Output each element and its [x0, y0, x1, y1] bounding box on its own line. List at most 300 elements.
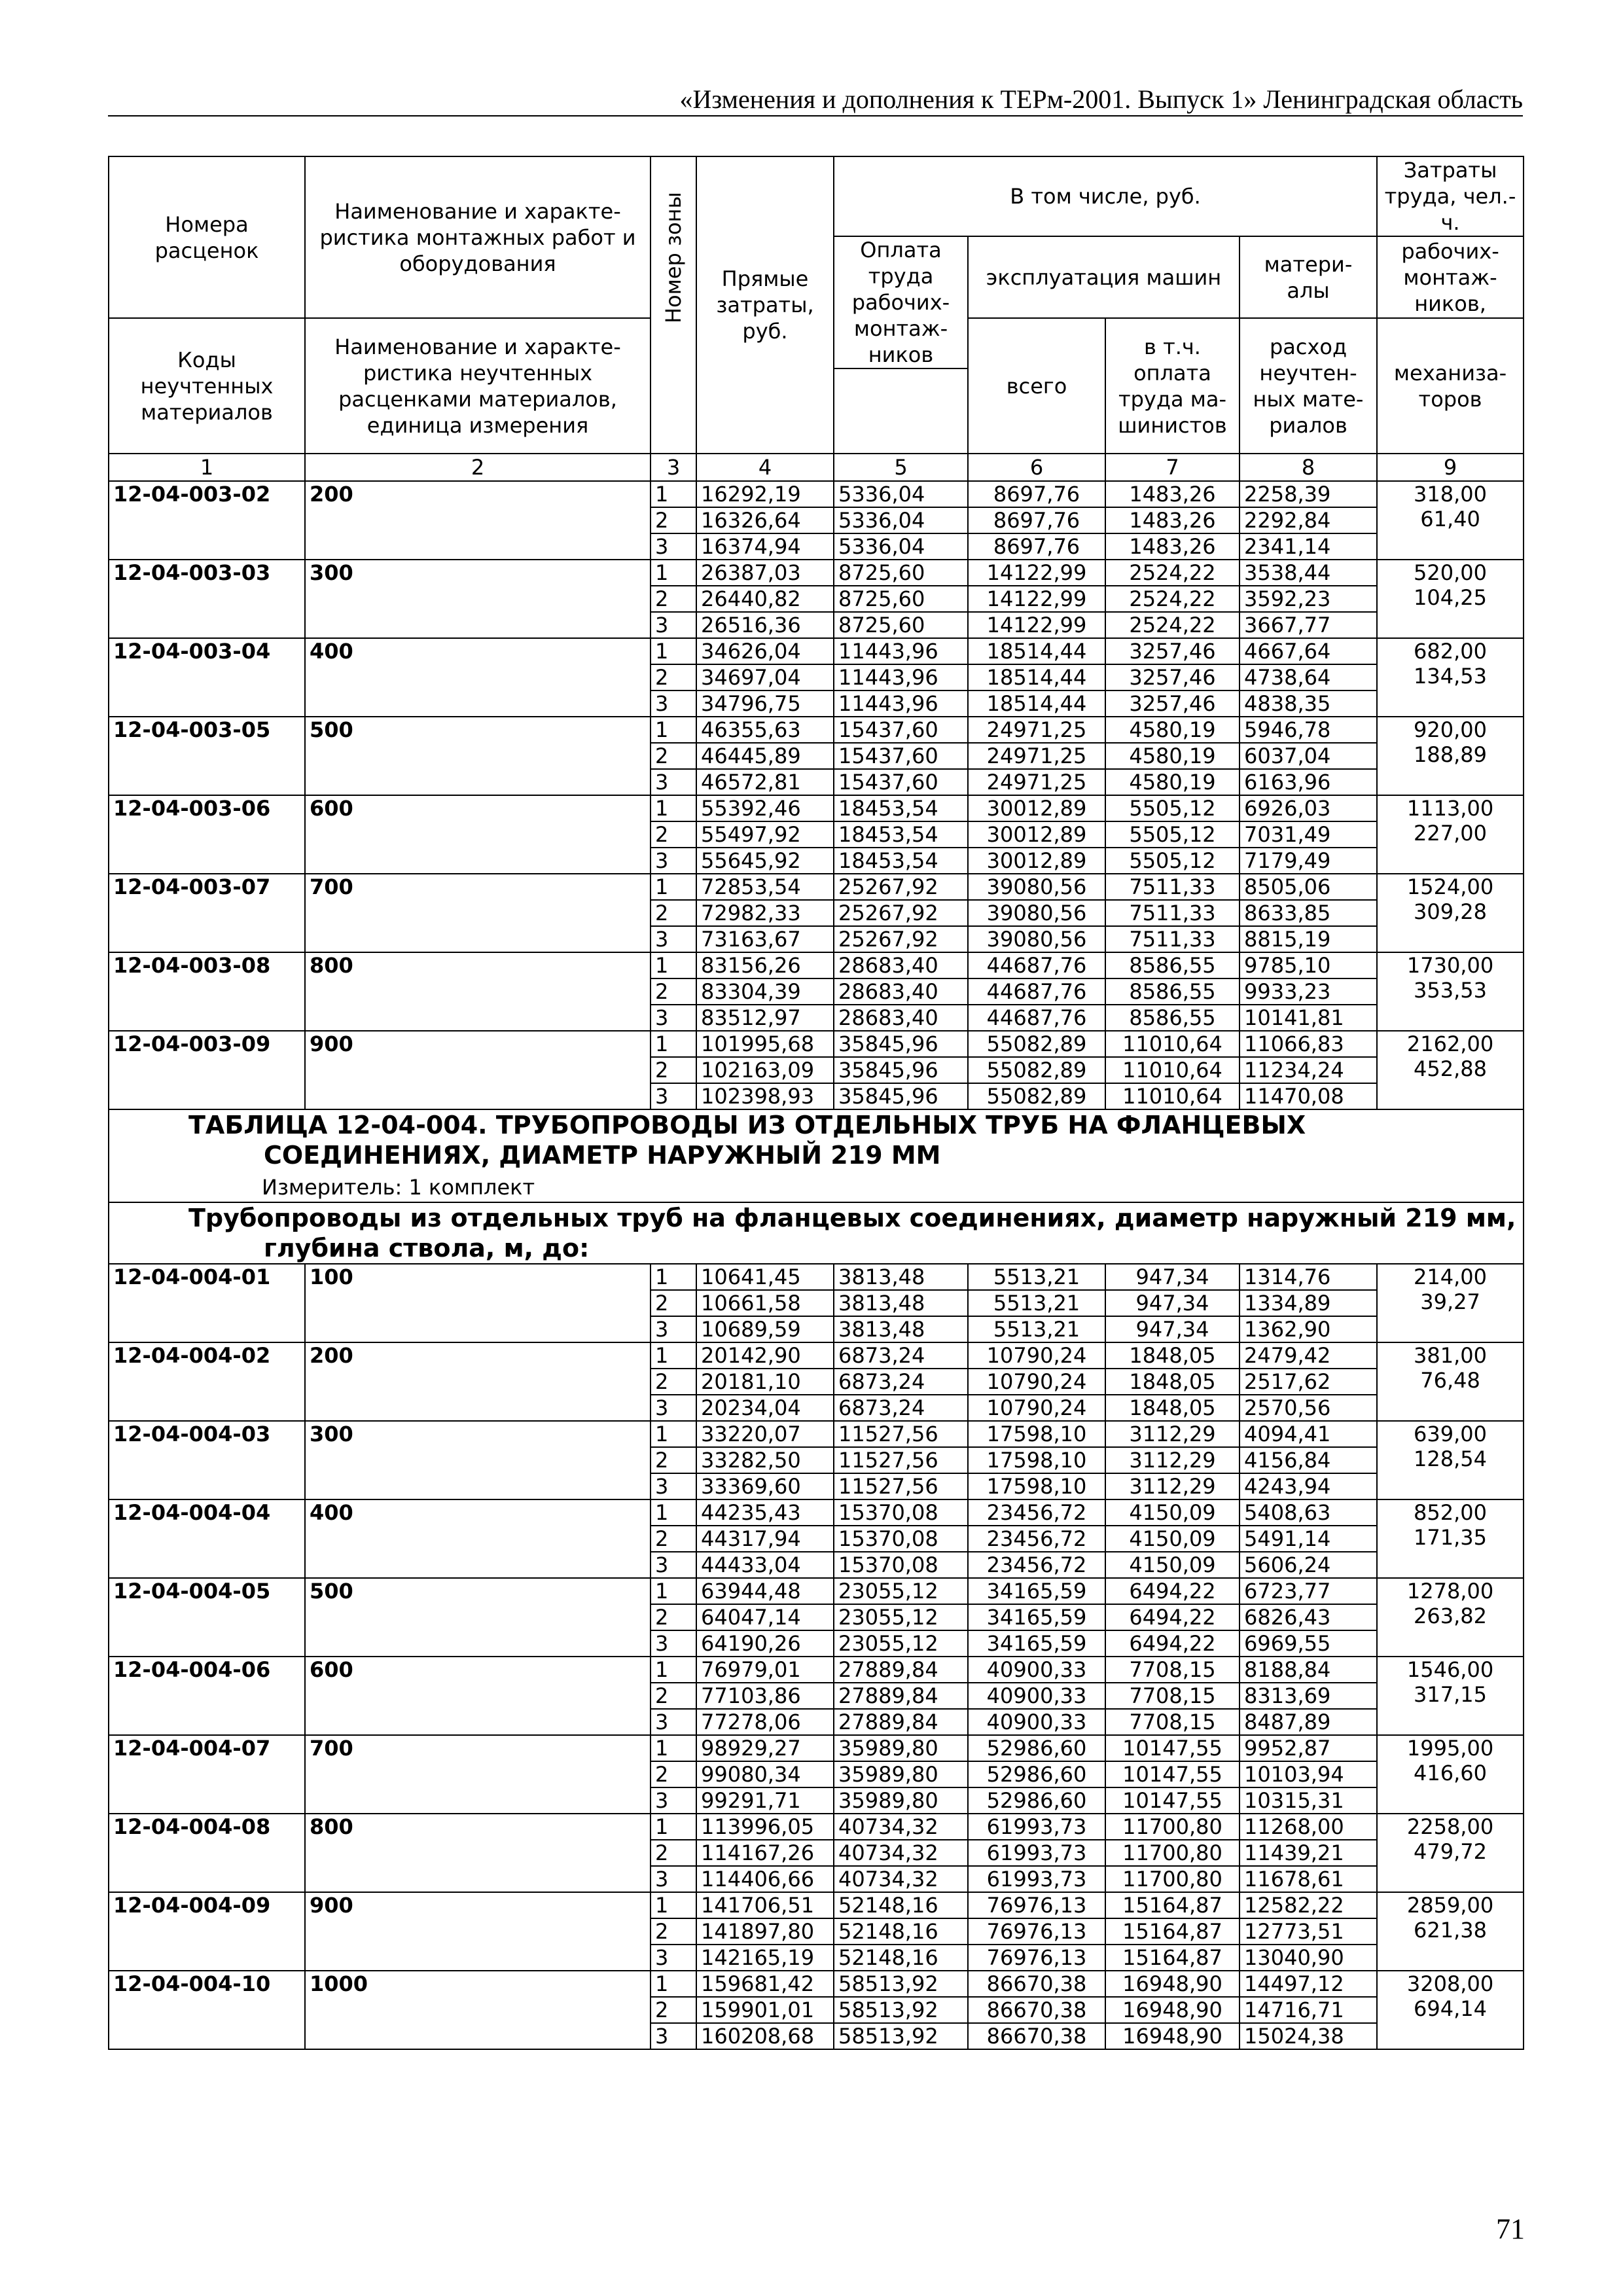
zone-cell: 1	[651, 638, 696, 664]
rate-code: 12-04-004-09	[109, 1892, 305, 1971]
labor-mechanics-value: 39,27	[1420, 1289, 1480, 1314]
machines-cell: 61993,73	[968, 1814, 1105, 1840]
labor-workers-value: 2859,00	[1406, 1893, 1494, 1918]
direct-costs-cell: 141897,80	[696, 1918, 834, 1945]
materials-cell: 3667,77	[1240, 612, 1377, 638]
machinists-pay-cell: 3112,29	[1105, 1473, 1240, 1499]
machines-cell: 23456,72	[968, 1552, 1105, 1578]
labor-pay-cell: 15437,60	[834, 769, 968, 795]
machinists-pay-cell: 3112,29	[1105, 1421, 1240, 1447]
rate-code: 12-04-003-06	[109, 795, 305, 874]
machinists-pay-cell: 1848,05	[1105, 1342, 1240, 1369]
direct-costs-cell: 44433,04	[696, 1552, 834, 1578]
col-mechanics: механиза-торов	[1377, 318, 1524, 454]
materials-cell: 2292,84	[1240, 507, 1377, 533]
rates-table	[108, 156, 1524, 2050]
zone-cell: 3	[651, 1083, 696, 1109]
direct-costs-cell: 34626,04	[696, 638, 834, 664]
labor-pay-cell: 11443,96	[834, 664, 968, 691]
labor-costs-cell	[1377, 874, 1524, 952]
labor-costs-cell	[1377, 560, 1524, 638]
labor-costs-cell	[1377, 1892, 1524, 1971]
zone-cell: 2	[651, 1057, 696, 1083]
machinists-pay-cell: 3257,46	[1105, 638, 1240, 664]
direct-costs-cell: 55645,92	[696, 848, 834, 874]
zone-cell: 2	[651, 1369, 696, 1395]
direct-costs-cell: 33282,50	[696, 1447, 834, 1473]
direct-costs-cell: 83156,26	[696, 952, 834, 978]
labor-pay-cell: 35845,96	[834, 1031, 968, 1057]
table-row	[109, 1031, 1524, 1057]
materials-cell: 7031,49	[1240, 821, 1377, 848]
zone-cell: 3	[651, 1473, 696, 1499]
zone-cell: 1	[651, 1657, 696, 1683]
table-row	[109, 1578, 1524, 1604]
zone-cell: 3	[651, 926, 696, 952]
labor-workers-value: 1730,00	[1406, 953, 1494, 978]
labor-pay-cell: 8725,60	[834, 586, 968, 612]
machines-cell: 44687,76	[968, 978, 1105, 1005]
machines-cell: 24971,25	[968, 717, 1105, 743]
machines-cell: 23456,72	[968, 1526, 1105, 1552]
labor-pay-cell: 11443,96	[834, 691, 968, 717]
direct-costs-cell: 16374,94	[696, 533, 834, 560]
labor-pay-cell: 25267,92	[834, 874, 968, 900]
machinists-pay-cell: 8586,55	[1105, 1005, 1240, 1031]
materials-cell: 6723,77	[1240, 1578, 1377, 1604]
zone-cell: 2	[651, 1604, 696, 1630]
labor-mechanics-value: 171,35	[1414, 1525, 1488, 1550]
labor-pay-cell: 11443,96	[834, 638, 968, 664]
labor-costs-cell	[1377, 952, 1524, 1031]
machines-cell: 5513,21	[968, 1316, 1105, 1342]
direct-costs-cell: 98929,27	[696, 1735, 834, 1761]
labor-workers-value: 852,00	[1414, 1500, 1488, 1525]
labor-pay-cell: 18453,54	[834, 848, 968, 874]
direct-costs-cell: 73163,67	[696, 926, 834, 952]
table-title-line-2: СОЕДИНЕНИЯХ, ДИАМЕТР НАРУЖНЫЙ 219 ММ	[264, 1141, 941, 1170]
machines-cell: 34165,59	[968, 1604, 1105, 1630]
materials-cell: 9952,87	[1240, 1735, 1377, 1761]
labor-pay-cell: 40734,32	[834, 1814, 968, 1840]
machines-cell: 18514,44	[968, 664, 1105, 691]
labor-pay-cell: 35845,96	[834, 1057, 968, 1083]
labor-workers-value: 214,00	[1414, 1265, 1488, 1289]
machines-cell: 55082,89	[968, 1057, 1105, 1083]
col-machines: эксплуатация машин	[968, 236, 1240, 318]
labor-pay-cell: 11527,56	[834, 1447, 968, 1473]
rate-code: 12-04-004-05	[109, 1578, 305, 1657]
labor-pay-cell: 15370,08	[834, 1499, 968, 1526]
rate-parameter: 900	[305, 1031, 651, 1109]
direct-costs-cell: 16292,19	[696, 481, 834, 507]
direct-costs-cell: 72982,33	[696, 900, 834, 926]
materials-cell: 5491,14	[1240, 1526, 1377, 1552]
labor-pay-cell: 5336,04	[834, 481, 968, 507]
labor-pay-cell: 40734,32	[834, 1866, 968, 1892]
zone-cell: 2	[651, 1840, 696, 1866]
rates-group-b	[109, 1264, 1524, 2049]
materials-cell: 8487,89	[1240, 1709, 1377, 1735]
zone-cell: 2	[651, 1290, 696, 1316]
labor-pay-cell: 27889,84	[834, 1683, 968, 1709]
machinists-pay-cell: 7511,33	[1105, 874, 1240, 900]
labor-pay-cell: 6873,24	[834, 1369, 968, 1395]
rate-parameter: 800	[305, 952, 651, 1031]
rate-parameter: 400	[305, 1499, 651, 1578]
labor-workers-value: 3208,00	[1406, 1971, 1494, 1996]
machinists-pay-cell: 11700,80	[1105, 1814, 1240, 1840]
direct-costs-cell: 64047,14	[696, 1604, 834, 1630]
machinists-pay-cell: 4150,09	[1105, 1499, 1240, 1526]
direct-costs-cell: 64190,26	[696, 1630, 834, 1657]
rate-parameter: 800	[305, 1814, 651, 1892]
machines-cell: 39080,56	[968, 874, 1105, 900]
machinists-pay-cell: 16948,90	[1105, 1997, 1240, 2023]
labor-pay-cell: 6873,24	[834, 1342, 968, 1369]
zone-cell: 3	[651, 1866, 696, 1892]
rate-parameter: 400	[305, 638, 651, 717]
direct-costs-cell: 34796,75	[696, 691, 834, 717]
zone-cell: 3	[651, 1552, 696, 1578]
labor-pay-cell: 23055,12	[834, 1604, 968, 1630]
machines-cell: 52986,60	[968, 1761, 1105, 1787]
machinists-pay-cell: 4580,19	[1105, 743, 1240, 769]
labor-workers-value: 1113,00	[1406, 796, 1494, 821]
labor-workers-value: 1546,00	[1406, 1657, 1494, 1682]
zone-cell: 1	[651, 1499, 696, 1526]
direct-costs-cell: 141706,51	[696, 1892, 834, 1918]
labor-costs-cell	[1377, 1814, 1524, 1892]
labor-workers-value: 520,00	[1414, 560, 1488, 585]
col-materials: матери-алы	[1240, 236, 1377, 318]
direct-costs-cell: 114406,66	[696, 1866, 834, 1892]
materials-cell: 2341,14	[1240, 533, 1377, 560]
zone-cell: 3	[651, 1945, 696, 1971]
machinists-pay-cell: 1848,05	[1105, 1369, 1240, 1395]
machines-cell: 55082,89	[968, 1031, 1105, 1057]
labor-pay-cell: 23055,12	[834, 1578, 968, 1604]
direct-costs-cell: 33220,07	[696, 1421, 834, 1447]
zone-cell: 1	[651, 1264, 696, 1290]
labor-pay-cell: 58513,92	[834, 2023, 968, 2049]
table-row	[109, 1814, 1524, 1840]
rate-code: 12-04-004-02	[109, 1342, 305, 1421]
materials-cell: 4094,41	[1240, 1421, 1377, 1447]
direct-costs-cell: 26440,82	[696, 586, 834, 612]
labor-mechanics-value: 61,40	[1420, 507, 1480, 531]
direct-costs-cell: 72853,54	[696, 874, 834, 900]
labor-costs-cell	[1377, 795, 1524, 874]
materials-cell: 4838,35	[1240, 691, 1377, 717]
col-num: 9	[1377, 454, 1524, 481]
materials-cell: 8815,19	[1240, 926, 1377, 952]
rate-code: 12-04-003-05	[109, 717, 305, 795]
direct-costs-cell: 44235,43	[696, 1499, 834, 1526]
materials-cell: 11234,24	[1240, 1057, 1377, 1083]
machinists-pay-cell: 1848,05	[1105, 1395, 1240, 1421]
rate-code: 12-04-004-01	[109, 1264, 305, 1342]
col-num: 6	[968, 454, 1105, 481]
machines-cell: 5513,21	[968, 1264, 1105, 1290]
materials-cell: 4738,64	[1240, 664, 1377, 691]
labor-mechanics-value: 309,28	[1414, 899, 1488, 924]
zone-cell: 1	[651, 1892, 696, 1918]
rate-parameter: 300	[305, 560, 651, 638]
direct-costs-cell: 63944,48	[696, 1578, 834, 1604]
machines-cell: 76976,13	[968, 1918, 1105, 1945]
labor-pay-cell: 15370,08	[834, 1552, 968, 1578]
direct-costs-cell: 10689,59	[696, 1316, 834, 1342]
materials-cell: 6037,04	[1240, 743, 1377, 769]
rate-parameter: 300	[305, 1421, 651, 1499]
materials-cell: 15024,38	[1240, 2023, 1377, 2049]
direct-costs-cell: 55392,46	[696, 795, 834, 821]
machinists-pay-cell: 11700,80	[1105, 1840, 1240, 1866]
labor-workers-value: 1524,00	[1406, 874, 1494, 899]
direct-costs-cell: 44317,94	[696, 1526, 834, 1552]
machines-cell: 10790,24	[968, 1395, 1105, 1421]
direct-costs-cell: 101995,68	[696, 1031, 834, 1057]
labor-pay-cell: 58513,92	[834, 1971, 968, 1997]
machines-cell: 24971,25	[968, 743, 1105, 769]
table-title	[113, 1110, 1519, 1170]
machinists-pay-cell: 10147,55	[1105, 1787, 1240, 1814]
table-subtitle	[113, 1203, 1519, 1263]
labor-pay-cell: 35989,80	[834, 1787, 968, 1814]
materials-cell: 9785,10	[1240, 952, 1377, 978]
materials-cell: 1314,76	[1240, 1264, 1377, 1290]
zone-cell: 3	[651, 1316, 696, 1342]
direct-costs-cell: 76979,01	[696, 1657, 834, 1683]
zone-cell: 1	[651, 1971, 696, 1997]
rate-parameter: 600	[305, 795, 651, 874]
labor-pay-cell: 15437,60	[834, 717, 968, 743]
page-number: 71	[1496, 2213, 1525, 2245]
machines-cell: 34165,59	[968, 1578, 1105, 1604]
col-labor-costs: Затраты труда, чел.-ч.	[1377, 156, 1524, 236]
machinists-pay-cell: 4580,19	[1105, 769, 1240, 795]
labor-pay-cell: 11527,56	[834, 1421, 968, 1447]
materials-cell: 1334,89	[1240, 1290, 1377, 1316]
labor-mechanics-value: 353,53	[1414, 978, 1488, 1003]
machinists-pay-cell: 2524,22	[1105, 560, 1240, 586]
labor-pay-cell: 3813,48	[834, 1264, 968, 1290]
materials-cell: 5606,24	[1240, 1552, 1377, 1578]
col-unaccounted-consumption: расход неучтен-ных мате-риалов	[1240, 318, 1377, 454]
machinists-pay-cell: 4150,09	[1105, 1552, 1240, 1578]
machines-cell: 5513,21	[968, 1290, 1105, 1316]
rate-parameter: 100	[305, 1264, 651, 1342]
labor-pay-cell: 23055,12	[834, 1630, 968, 1657]
zone-cell: 1	[651, 795, 696, 821]
materials-cell: 5946,78	[1240, 717, 1377, 743]
rate-parameter: 1000	[305, 1971, 651, 2049]
materials-cell: 1362,90	[1240, 1316, 1377, 1342]
rate-code: 12-04-003-08	[109, 952, 305, 1031]
machinists-pay-cell: 3257,46	[1105, 691, 1240, 717]
direct-costs-cell: 160208,68	[696, 2023, 834, 2049]
machinists-pay-cell: 11010,64	[1105, 1083, 1240, 1109]
table-row	[109, 481, 1524, 507]
machinists-pay-cell: 947,34	[1105, 1264, 1240, 1290]
zone-cell: 2	[651, 1683, 696, 1709]
table-row	[109, 874, 1524, 900]
rate-parameter: 200	[305, 481, 651, 560]
col-machinists-pay: в т.ч. оплата труда ма-шинистов	[1105, 318, 1240, 454]
direct-costs-cell: 99291,71	[696, 1787, 834, 1814]
materials-cell: 3592,23	[1240, 586, 1377, 612]
materials-cell: 8505,06	[1240, 874, 1377, 900]
direct-costs-cell: 102398,93	[696, 1083, 834, 1109]
machines-cell: 14122,99	[968, 560, 1105, 586]
labor-pay-cell: 58513,92	[834, 1997, 968, 2023]
machines-cell: 44687,76	[968, 952, 1105, 978]
rate-code: 12-04-003-07	[109, 874, 305, 952]
direct-costs-cell: 102163,09	[696, 1057, 834, 1083]
direct-costs-cell: 159901,01	[696, 1997, 834, 2023]
table-row	[109, 952, 1524, 978]
col-num: 5	[834, 454, 968, 481]
materials-cell: 8188,84	[1240, 1657, 1377, 1683]
machines-cell: 44687,76	[968, 1005, 1105, 1031]
machines-cell: 17598,10	[968, 1421, 1105, 1447]
zone-cell: 2	[651, 1918, 696, 1945]
machinists-pay-cell: 1483,26	[1105, 481, 1240, 507]
col-machines-total: всего	[968, 318, 1105, 454]
labor-costs-cell	[1377, 1971, 1524, 2049]
rate-code: 12-04-004-10	[109, 1971, 305, 2049]
materials-cell: 10103,94	[1240, 1761, 1377, 1787]
rate-parameter: 900	[305, 1892, 651, 1971]
machines-cell: 34165,59	[968, 1630, 1105, 1657]
labor-costs-cell	[1377, 1499, 1524, 1578]
materials-cell: 8313,69	[1240, 1683, 1377, 1709]
column-numbers-row	[109, 454, 1524, 481]
rate-code: 12-04-004-06	[109, 1657, 305, 1735]
machinists-pay-cell: 6494,22	[1105, 1604, 1240, 1630]
col-work-name: Наименование и характе-ристика монтажных работ и оборудования	[305, 156, 651, 318]
labor-pay-cell: 27889,84	[834, 1657, 968, 1683]
machines-cell: 39080,56	[968, 900, 1105, 926]
zone-cell: 3	[651, 2023, 696, 2049]
labor-pay-cell: 27889,84	[834, 1709, 968, 1735]
materials-cell: 13040,90	[1240, 1945, 1377, 1971]
rate-code: 12-04-004-03	[109, 1421, 305, 1499]
materials-cell: 5408,63	[1240, 1499, 1377, 1526]
labor-workers-value: 682,00	[1414, 639, 1488, 664]
table-title-cell	[109, 1109, 1524, 1202]
zone-cell: 3	[651, 691, 696, 717]
machines-cell: 8697,76	[968, 507, 1105, 533]
labor-workers-value: 920,00	[1414, 717, 1488, 742]
col-codes: Коды неучтенных материалов	[109, 318, 305, 454]
materials-cell: 7179,49	[1240, 848, 1377, 874]
machinists-pay-cell: 4150,09	[1105, 1526, 1240, 1552]
labor-pay-cell: 28683,40	[834, 978, 968, 1005]
machinists-pay-cell: 2524,22	[1105, 612, 1240, 638]
labor-workers-value: 1278,00	[1406, 1579, 1494, 1604]
labor-pay-cell: 25267,92	[834, 900, 968, 926]
rate-parameter: 700	[305, 874, 651, 952]
machinists-pay-cell: 10147,55	[1105, 1761, 1240, 1787]
machines-cell: 14122,99	[968, 586, 1105, 612]
materials-cell: 2517,62	[1240, 1369, 1377, 1395]
materials-cell: 11268,00	[1240, 1814, 1377, 1840]
materials-cell: 2570,56	[1240, 1395, 1377, 1421]
table-row	[109, 1735, 1524, 1761]
labor-workers-value: 381,00	[1414, 1343, 1488, 1368]
table-row	[109, 1499, 1524, 1526]
direct-costs-cell: 77103,86	[696, 1683, 834, 1709]
labor-mechanics-value: 694,14	[1414, 1996, 1488, 2021]
direct-costs-cell: 33369,60	[696, 1473, 834, 1499]
col-including: В том числе, руб.	[834, 156, 1377, 236]
labor-costs-cell	[1377, 1421, 1524, 1499]
rates-group-a	[109, 481, 1524, 1109]
rate-code: 12-04-003-04	[109, 638, 305, 717]
machines-cell: 86670,38	[968, 2023, 1105, 2049]
labor-pay-cell: 18453,54	[834, 795, 968, 821]
zone-cell: 2	[651, 507, 696, 533]
machines-cell: 61993,73	[968, 1840, 1105, 1866]
labor-pay-cell: 15437,60	[834, 743, 968, 769]
table-row	[109, 1657, 1524, 1683]
direct-costs-cell: 142165,19	[696, 1945, 834, 1971]
labor-pay-cell: 18453,54	[834, 821, 968, 848]
machines-cell: 76976,13	[968, 1945, 1105, 1971]
subtitle-line-1: Трубопроводы из отдельных труб на фланцевых соединениях, диаметр наружный 219 мм,	[188, 1204, 1516, 1232]
labor-workers-value: 318,00	[1414, 482, 1488, 507]
measure-unit: Измеритель: 1 комплект	[262, 1175, 535, 1200]
machinists-pay-cell: 2524,22	[1105, 586, 1240, 612]
machines-cell: 8697,76	[968, 533, 1105, 560]
col-labor-pay: Оплата труда рабочих-монтаж-ников	[834, 236, 968, 368]
machinists-pay-cell: 7708,15	[1105, 1709, 1240, 1735]
machinists-pay-cell: 947,34	[1105, 1290, 1240, 1316]
machines-cell: 40900,33	[968, 1683, 1105, 1709]
machinists-pay-cell: 7511,33	[1105, 926, 1240, 952]
materials-cell: 10141,81	[1240, 1005, 1377, 1031]
zone-cell: 2	[651, 978, 696, 1005]
labor-pay-cell: 28683,40	[834, 1005, 968, 1031]
machinists-pay-cell: 8586,55	[1105, 952, 1240, 978]
labor-mechanics-value: 76,48	[1420, 1368, 1480, 1393]
zone-cell: 3	[651, 1630, 696, 1657]
zone-cell: 1	[651, 874, 696, 900]
labor-mechanics-value: 134,53	[1414, 664, 1488, 689]
rate-code: 12-04-003-03	[109, 560, 305, 638]
table-row	[109, 1342, 1524, 1369]
zone-cell: 2	[651, 1761, 696, 1787]
machines-cell: 76976,13	[968, 1892, 1105, 1918]
table-row	[109, 1971, 1524, 1997]
labor-pay-cell: 52148,16	[834, 1945, 968, 1971]
col-num: 3	[651, 454, 696, 481]
materials-cell: 12582,22	[1240, 1892, 1377, 1918]
machines-cell: 17598,10	[968, 1447, 1105, 1473]
zone-cell: 2	[651, 586, 696, 612]
zone-cell: 1	[651, 1814, 696, 1840]
labor-mechanics-value: 479,72	[1414, 1839, 1488, 1864]
labor-pay-cell: 35845,96	[834, 1083, 968, 1109]
materials-cell: 10315,31	[1240, 1787, 1377, 1814]
labor-costs-cell	[1377, 717, 1524, 795]
rate-parameter: 600	[305, 1657, 651, 1735]
machinists-pay-cell: 15164,87	[1105, 1892, 1240, 1918]
zone-cell: 3	[651, 848, 696, 874]
table-title-line-1: ТАБЛИЦА 12-04-004. ТРУБОПРОВОДЫ ИЗ ОТДЕЛЬНЫХ ТРУБ НА ФЛАНЦЕВЫХ	[188, 1111, 1306, 1139]
